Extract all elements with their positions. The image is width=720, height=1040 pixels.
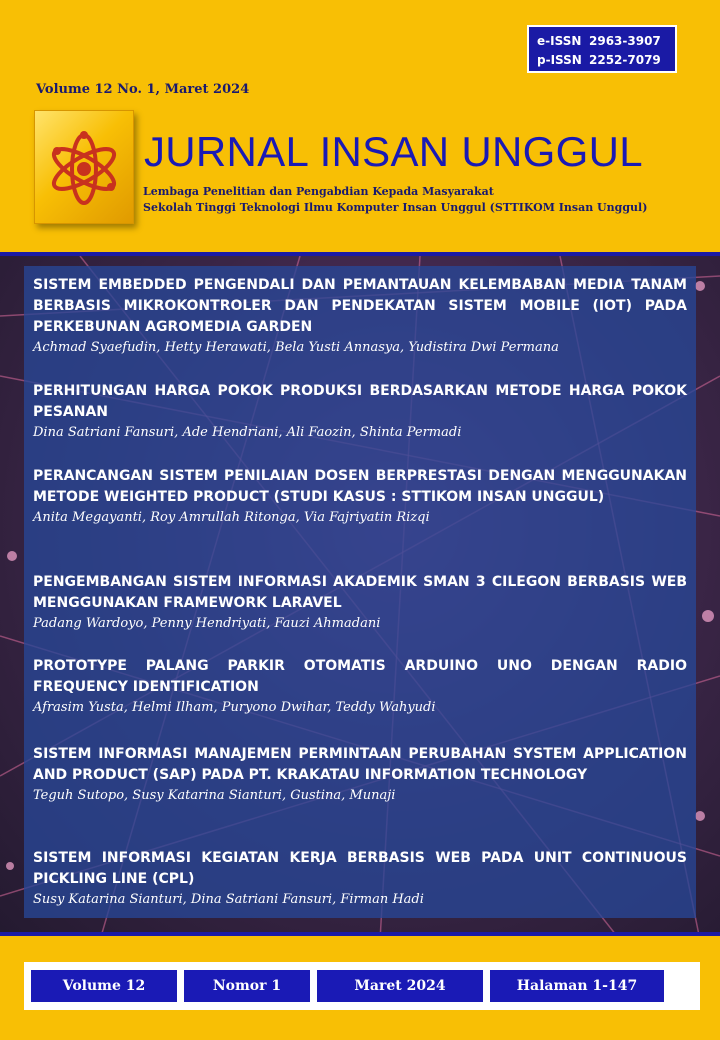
institution-line-2: Sekolah Tinggi Teknologi Ilmu Komputer Insan Unggul (STTIKOM Insan Unggul)	[143, 201, 648, 214]
article-entry[interactable]	[33, 466, 687, 527]
issue-info-bar	[24, 962, 700, 1010]
article-title: SISTEM INFORMASI KEGIATAN KERJA BERBASIS WEB PADA UNIT CONTINUOUS PICKLING LINE (CPL)	[33, 850, 687, 887]
p-issn-label: p-ISSN	[537, 53, 582, 67]
article-authors: Padang Wardoyo, Penny Hendriyati, Fauzi Ahmadani	[33, 616, 381, 631]
article-entry[interactable]	[33, 656, 687, 717]
article-entry[interactable]	[33, 744, 687, 805]
institution-line-1: Lembaga Penelitian dan Pengabdian Kepada Masyarakat	[143, 185, 494, 198]
journal-logo	[34, 110, 134, 224]
article-entry[interactable]	[33, 275, 687, 357]
article-title: PERANCANGAN SISTEM PENILAIAN DOSEN BERPRESTASI DENGAN MENGGUNAKAN METODE WEIGHTED PRODUCT (STUDI KASUS : STTIKOM INSAN UNGGUL)	[33, 468, 687, 505]
p-issn-value: 2252-7079	[589, 53, 661, 67]
article-title: SISTEM EMBEDDED PENGENDALI DAN PEMANTAUAN KELEMBABAN MEDIA TANAM BERBASIS MIKROKONTROLER DAN PENDEKATAN SISTEM MOBILE (IOT) PADA PERKEBUNAN AGROMEDIA GARDEN	[33, 277, 687, 335]
footer-pages: Halaman 1-147	[490, 970, 664, 1002]
article-entry[interactable]	[33, 848, 687, 909]
article-authors: Dina Satriani Fansuri, Ade Hendriani, Ali Faozin, Shinta Permadi	[33, 425, 462, 440]
footer-number: Nomor 1	[184, 970, 310, 1002]
footer-date: Maret 2024	[317, 970, 483, 1002]
journal-title: JURNAL INSAN UNGGUL	[144, 128, 643, 175]
article-authors: Anita Megayanti, Roy Amrullah Ritonga, Via Fajriyatin Rizqi	[33, 510, 430, 525]
e-issn-label: e-ISSN	[537, 34, 582, 48]
article-title: PROTOTYPE PALANG PARKIR OTOMATIS ARDUINO UNO DENGAN RADIO FREQUENCY IDENTIFICATION	[33, 658, 687, 695]
article-title: PERHITUNGAN HARGA POKOK PRODUKSI BERDASARKAN METODE HARGA POKOK PESANAN	[33, 383, 687, 420]
issn-box	[527, 25, 677, 73]
article-authors: Achmad Syaefudin, Hetty Herawati, Bela Yusti Annasya, Yudistira Dwi Permana	[33, 340, 559, 355]
article-authors: Teguh Sutopo, Susy Katarina Sianturi, Gustina, Munaji	[33, 788, 396, 803]
article-authors: Susy Katarina Sianturi, Dina Satriani Fansuri, Firman Hadi	[33, 892, 424, 907]
article-title: SISTEM INFORMASI MANAJEMEN PERMINTAAN PERUBAHAN SYSTEM APPLICATION AND PRODUCT (SAP) PADA PT. KRAKATAU INFORMATION TECHNOLOGY	[33, 746, 687, 783]
institution-block	[143, 184, 647, 216]
article-entry[interactable]	[33, 381, 687, 442]
footer-volume: Volume 12	[31, 970, 177, 1002]
article-authors: Afrasim Yusta, Helmi Ilham, Puryono Dwihar, Teddy Wahyudi	[33, 700, 436, 715]
article-title: PENGEMBANGAN SISTEM INFORMASI AKADEMIK SMAN 3 CILEGON BERBASIS WEB MENGGUNAKAN FRAMEWORK LARAVEL	[33, 574, 687, 611]
atom-icon	[35, 111, 133, 223]
article-entry[interactable]	[33, 572, 687, 633]
volume-issue-line: Volume 12 No. 1, Maret 2024	[36, 82, 250, 97]
e-issn-value: 2963-3907	[589, 34, 661, 48]
